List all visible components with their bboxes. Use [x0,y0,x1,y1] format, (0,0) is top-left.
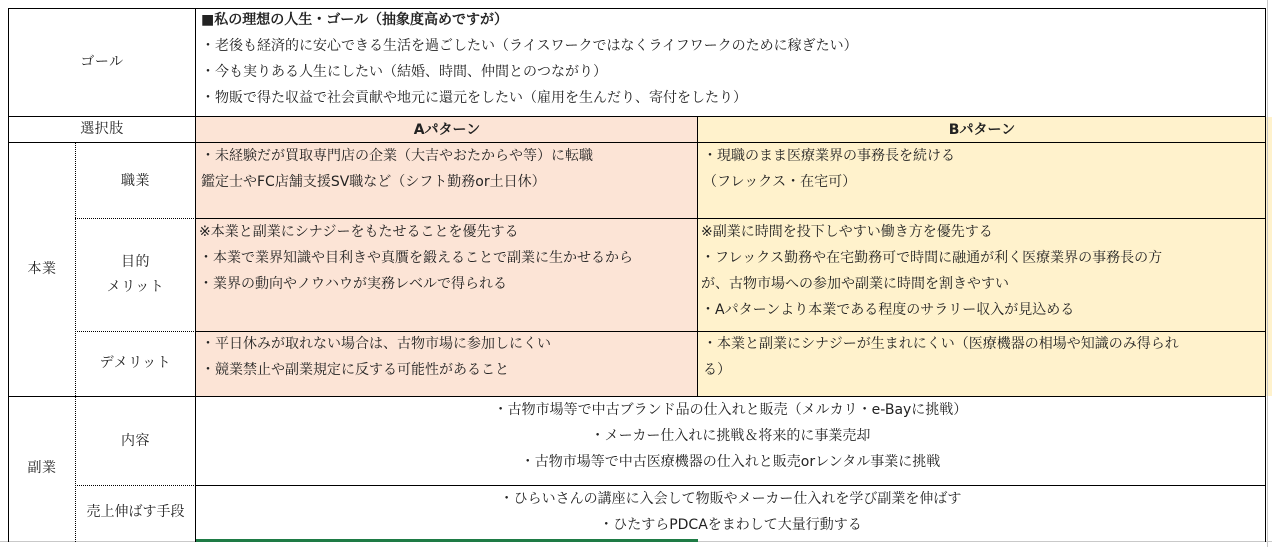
goal-line-3: ・物販で得た収益で社会貢献や地元に還元をしたい（雇用を生んだり、寄付をしたり） [201,90,747,106]
merit-b-line-3: が、古物市場への参加や副業に時間を割きやすい [701,276,1009,292]
grow-line-2: ・ひたすらPDCAをまわして大量行動する [599,517,862,533]
grow-line-1: ・ひらいさんの講座に入会して物販やメーカー仕入れを学び副業を伸ばす [499,491,962,507]
job-b-line-1: ・現職のまま医療業界の事務長を続ける [703,148,955,164]
options-label: 選択肢 [80,121,124,137]
job-label: 職業 [121,173,150,189]
merit-b-line-2: ・フレックス勤務や在宅勤務可で時間に融通が利く医療業界の事務長の方 [701,250,1163,266]
merit-a-line-2: ・本業で業界知識や目利きや真贋を鍛えることで副業に生かせるから [199,250,633,266]
content-line-1: ・古物市場等で中古ブランド品の仕入れと販売（メルカリ・e-Bayに挑戦） [493,402,968,418]
grow-label: 売上伸ばす手段 [86,504,185,520]
pattern-a-header: Aパターン [413,122,481,138]
merit-b-line-1: ※副業に時間を投下しやすい働き方を優先する [701,224,993,240]
merit-label-2: メリット [106,279,165,295]
content-line-3: ・古物市場等で中古医療機器の仕入れと販売orレンタル事業に挑戦 [520,454,941,470]
demerit-a-line-1: ・平日休みが取れない場合は、古物市場に参加しにくい [201,336,551,352]
demerit-b-line-1: ・本業と副業にシナジーが生まれにくい（医療機器の相場や知識のみ得られ [703,336,1179,352]
merit-label-1: 目的 [121,254,150,270]
fukugyo-label: 副業 [27,460,57,476]
job-b-line-2: （フレックス・在宅可） [703,174,857,190]
pattern-b-header: Bパターン [948,122,1016,138]
goal-line-2: ・今も実りある人生にしたい（結婚、時間、仲間とのつながり） [201,64,607,80]
content-line-2: ・メーカー仕入れに挑戦＆将来的に事業売却 [590,428,871,444]
merit-a-line-3: ・業界の動向やノウハウが実務レベルで得られる [199,276,507,292]
demerit-b-line-2: る） [703,362,731,378]
merit-b-line-4: ・Aパターンより本業である程度のサラリー収入が見込める [701,302,1075,318]
goal-title: ■私の理想の人生・ゴール（抽象度高めですが） [201,12,508,28]
demerit-label: デメリット [99,355,172,371]
job-a-line-1: ・未経験だが買取専門店の企業（大吉やおたからや等）に転職 [201,148,593,164]
merit-a-line-1: ※本業と副業にシナジーをもたせることを優先する [199,224,519,240]
goal-line-1: ・老後も経済的に安心できる生活を過ごしたい（ライスワークではなくライフワークのために稼ぎたい） [201,38,858,54]
demerit-a-line-2: ・競業禁止や副業規定に反する可能性があること [201,362,509,378]
goal-label: ゴール [80,54,124,70]
job-a-line-2: 鑑定士やFC店舗支援SV職など（シフト勤務or土日休） [201,174,546,190]
content-label: 内容 [121,433,150,449]
honbu-label: 本業 [27,261,57,277]
